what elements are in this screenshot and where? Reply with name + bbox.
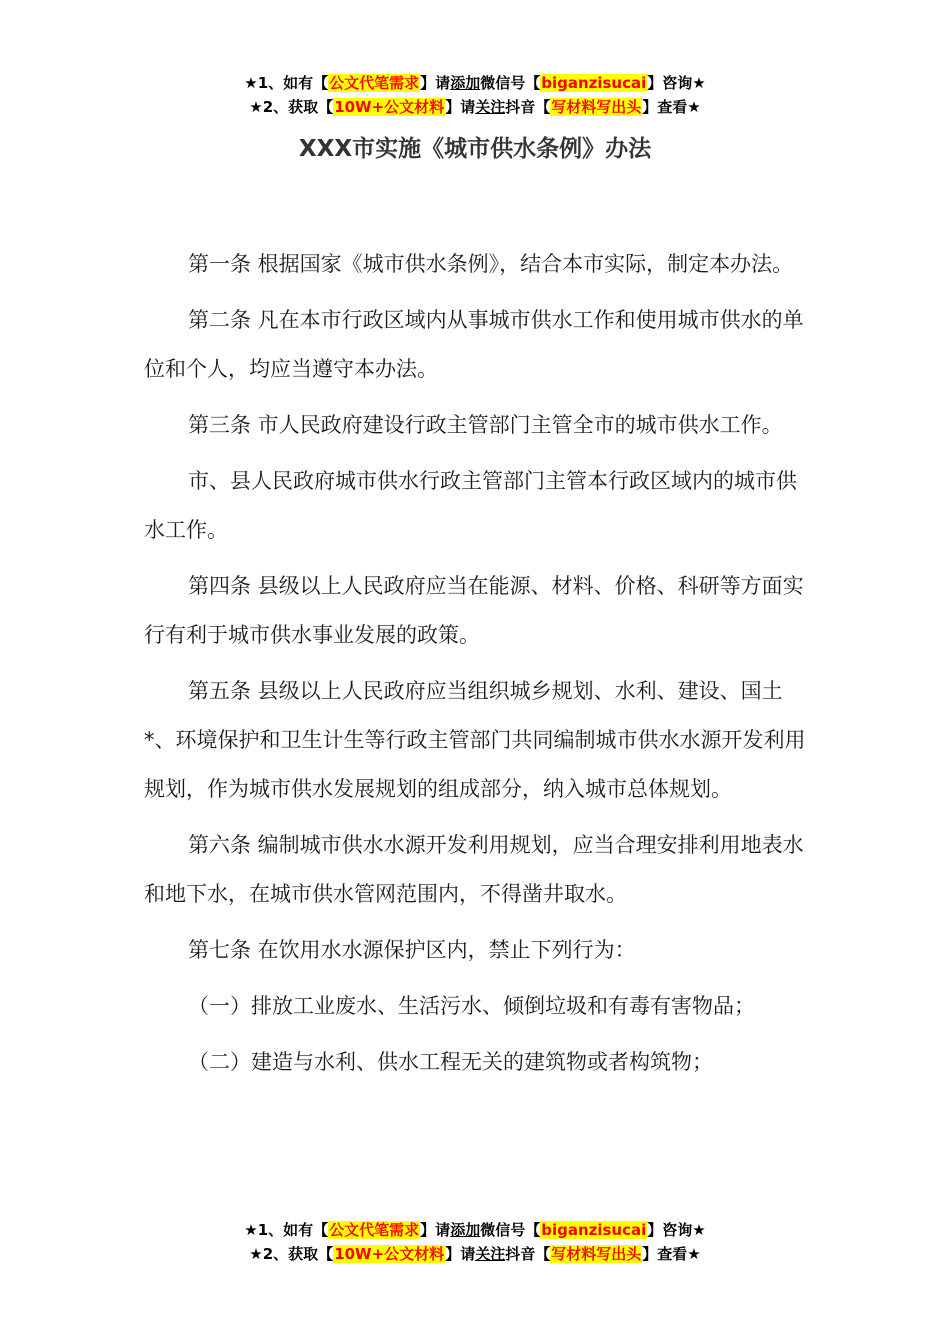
article-paragraph: 第五条 县级以上人民政府应当组织城乡规划、水利、建设、国土*、环境保护和卫生计生等行政主管部门共同编制城市供水水源开发利用规划，作为城市供水发展规划的组成部分，纳入城市总体规划。	[144, 679, 806, 801]
article-paragraph: 第六条 编制城市供水水源开发利用规划，应当合理安排利用地表水和地下水，在城市供水管网范围内，不得凿井取水。	[144, 833, 804, 906]
promo-text: 微信号【	[480, 1221, 541, 1239]
promo-line-1	[0, 71, 950, 95]
promo-text: 】咨询★	[647, 74, 706, 92]
promo-line-1	[0, 1218, 950, 1242]
promo-underlined: 关注	[475, 1245, 506, 1263]
promo-text: 】咨询★	[647, 1221, 706, 1239]
promo-text: ★2、获取【	[249, 98, 334, 116]
promo-highlight: biganzisucai	[541, 74, 647, 92]
promo-banner-bottom	[0, 1218, 950, 1266]
promo-highlight: biganzisucai	[541, 1221, 647, 1239]
promo-highlight: 写材料写出头	[551, 1245, 642, 1263]
promo-banner-top	[0, 71, 950, 119]
promo-text: ★1、如有【	[244, 1221, 329, 1239]
promo-text: 】查看★	[642, 1245, 701, 1263]
promo-text: 】请	[420, 74, 451, 92]
promo-text: 抖音【	[505, 98, 551, 116]
list-item: （二）建造与水利、供水工程无关的建筑物或者构筑物；	[188, 1050, 713, 1074]
promo-highlight: 公文代笔需求	[329, 74, 420, 92]
article-paragraph: 第四条 县级以上人民政府应当在能源、材料、价格、科研等方面实行有利于城市供水事业发展的政策。	[144, 574, 804, 647]
promo-text: 】请	[445, 1245, 476, 1263]
promo-underlined: 添加	[450, 1221, 481, 1239]
promo-text: 】请	[445, 98, 476, 116]
article-paragraph: 第二条 凡在本市行政区域内从事城市供水工作和使用城市供水的单位和个人，均应当遵守本办法。	[144, 308, 804, 381]
promo-highlight: 写材料写出头	[551, 98, 642, 116]
promo-text: 】查看★	[642, 98, 701, 116]
article-paragraph: 第一条 根据国家《城市供水条例》，结合本市实际，制定本办法。	[188, 252, 794, 276]
document-title: XXX市实施《城市供水条例》办法	[298, 136, 652, 162]
promo-text: 抖音【	[505, 1245, 551, 1263]
article-paragraph: 第三条 市人民政府建设行政主管部门主管全市的城市供水工作。	[188, 413, 783, 437]
article-paragraph: 市、县人民政府城市供水行政主管部门主管本行政区域内的城市供水工作。	[144, 469, 797, 542]
list-item: （一）排放工业废水、生活污水、倾倒垃圾和有毒有害物品；	[188, 994, 755, 1018]
promo-line-2	[0, 95, 950, 119]
promo-text: 】请	[420, 1221, 451, 1239]
promo-highlight: 公文代笔需求	[329, 1221, 420, 1239]
promo-highlight: 10W+公文材料	[334, 98, 445, 116]
promo-text: ★2、获取【	[249, 1245, 334, 1263]
promo-text: ★1、如有【	[244, 74, 329, 92]
promo-underlined: 关注	[475, 98, 506, 116]
promo-underlined: 添加	[450, 74, 481, 92]
promo-highlight: 10W+公文材料	[334, 1245, 445, 1263]
promo-text: 微信号【	[480, 74, 541, 92]
article-paragraph: 第七条 在饮用水水源保护区内，禁止下列行为：	[188, 938, 636, 962]
promo-line-2	[0, 1242, 950, 1266]
document-body	[144, 240, 814, 1094]
